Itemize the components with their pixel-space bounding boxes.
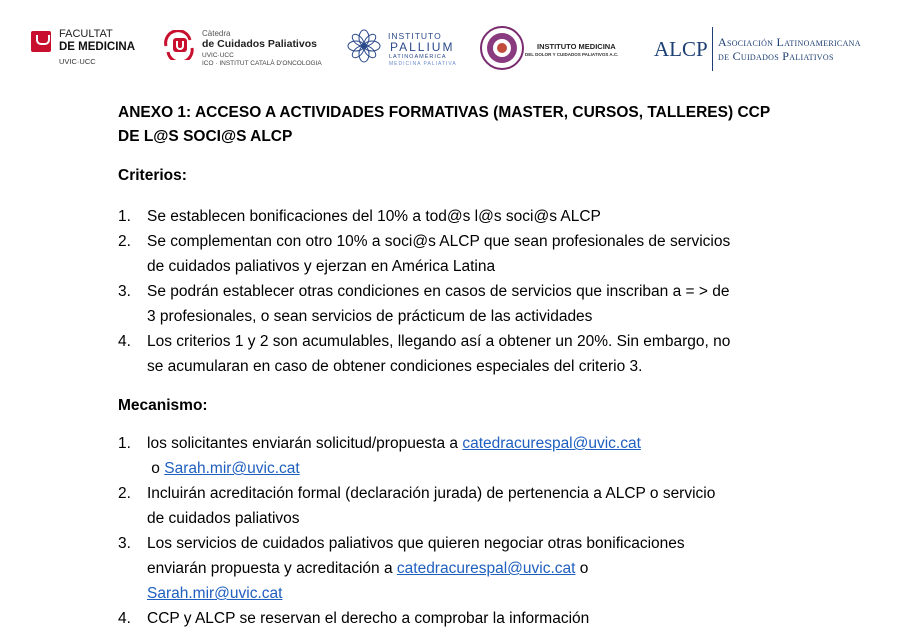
pallium-logo-line3: LATINOAMÉRICA <box>389 54 447 60</box>
list-item-line: Se complementan con otro 10% a soci@s ALCP que sean profesionales de servicios <box>147 233 731 250</box>
pallium-logo-line4: MEDICINA PALIATIVA <box>389 61 457 67</box>
mecanismo-list <box>118 431 808 631</box>
imd-logo-line2: DEL DOLOR Y CUIDADOS PALIATIVOS A.C. <box>525 52 619 57</box>
list-item <box>118 481 808 531</box>
document-title-line1: ANEXO 1: ACCESO A ACTIVIDADES FORMATIVAS (MASTER, CURSOS, TALLERES) CCP <box>118 104 771 121</box>
logo-header <box>0 0 909 80</box>
list-item-line: Se podrán establecer otras condiciones en casos de servicios que inscriban a = > de <box>147 283 730 300</box>
list-item-line <box>147 556 808 581</box>
email-link-catedracurespal[interactable]: catedracurespal@uvic.cat <box>396 560 576 577</box>
list-item-number: 1. <box>118 208 131 225</box>
pallium-logo-line2: PALLIUM <box>390 40 455 54</box>
criterios-heading: Criterios: <box>118 167 187 184</box>
imd-logo-line1: INSTITUTO MEDICINA <box>537 42 616 51</box>
alcp-logo-line1: Asociación Latinoamericana <box>718 35 861 49</box>
item-text: enviarán propuesta y acreditación a <box>147 560 397 577</box>
list-item-number: 3. <box>118 535 131 552</box>
list-item-number: 2. <box>118 233 131 250</box>
list-item <box>118 606 808 631</box>
list-item <box>118 229 808 279</box>
item-text: o <box>575 560 589 577</box>
list-item-number: 4. <box>118 610 131 627</box>
document-title <box>118 101 808 149</box>
list-item-line: Incluirán acreditación formal (declaración jurada) de pertenencia a ALCP o servicio <box>147 485 716 502</box>
pallium-flower-icon <box>346 28 382 64</box>
pallium-logo-line1: INSTITUTO <box>388 31 442 41</box>
list-item <box>118 279 808 329</box>
alcp-logo-abbr: ALCP <box>654 37 708 61</box>
email-link-sarah-mir[interactable]: Sarah.mir@uvic.cat <box>164 460 300 477</box>
catedra-logo-line4: ICO · INSTITUT CATALÀ D'ONCOLOGIA <box>202 60 322 67</box>
uvic-logo-line1: FACULTAT <box>59 28 113 40</box>
catedra-logo-line2: de Cuidados Paliativos <box>202 38 317 50</box>
catedra-logo-icon <box>162 30 196 60</box>
list-item-line: de cuidados paliativos <box>147 510 300 527</box>
list-item-line: Los criterios 1 y 2 son acumulables, llegando así a obtener un 20%. Sin embargo, no <box>147 333 731 350</box>
list-item-line: Los servicios de cuidados paliativos que quieren negociar otras bonificaciones <box>147 535 685 552</box>
alcp-logo-divider <box>712 27 713 71</box>
criterios-list <box>118 204 808 379</box>
document-title-line2: DE L@S SOCI@S ALCP <box>118 128 293 145</box>
list-item-line <box>147 456 808 481</box>
item-text: los solicitantes enviarán solicitud/propuesta a <box>147 435 463 452</box>
list-item-line: CCP y ALCP se reservan el derecho a comprobar la información <box>147 610 590 627</box>
imd-seal-icon <box>479 25 525 71</box>
item-text: o <box>147 460 165 477</box>
uvic-logo-icon <box>31 31 51 52</box>
email-link-sarah-mir[interactable]: Sarah.mir@uvic.cat <box>147 585 283 602</box>
email-link-catedracurespal[interactable]: catedracurespal@uvic.cat <box>462 435 641 452</box>
list-item-number: 2. <box>118 485 131 502</box>
list-item-number: 3. <box>118 283 131 300</box>
uvic-logo-line2: DE MEDICINA <box>59 41 136 53</box>
list-item-number: 4. <box>118 333 131 350</box>
list-item-line: de cuidados paliativos y ejerzan en América Latina <box>147 258 496 275</box>
mecanismo-heading: Mecanismo: <box>118 397 208 414</box>
uvic-logo-line3: UVIC·UCC <box>59 57 96 66</box>
catedra-logo-line1: Càtedra <box>202 29 231 38</box>
list-item <box>118 431 808 481</box>
list-item-line: se acumularan en caso de obtener condiciones especiales del criterio 3. <box>147 358 643 375</box>
list-item <box>118 329 808 379</box>
list-item-line <box>147 581 808 606</box>
list-item <box>118 204 808 229</box>
list-item-line: Se establecen bonificaciones del 10% a tod@s l@s soci@s ALCP <box>147 208 601 225</box>
list-item-line: 3 profesionales, o sean servicios de prácticum de las actividades <box>147 308 593 325</box>
list-item <box>118 531 808 606</box>
catedra-logo-line3: UVIC·UCC <box>202 52 234 59</box>
list-item-line <box>147 431 808 456</box>
alcp-logo-line2: de Cuidados Paliativos <box>718 49 834 63</box>
list-item-number: 1. <box>118 435 131 452</box>
